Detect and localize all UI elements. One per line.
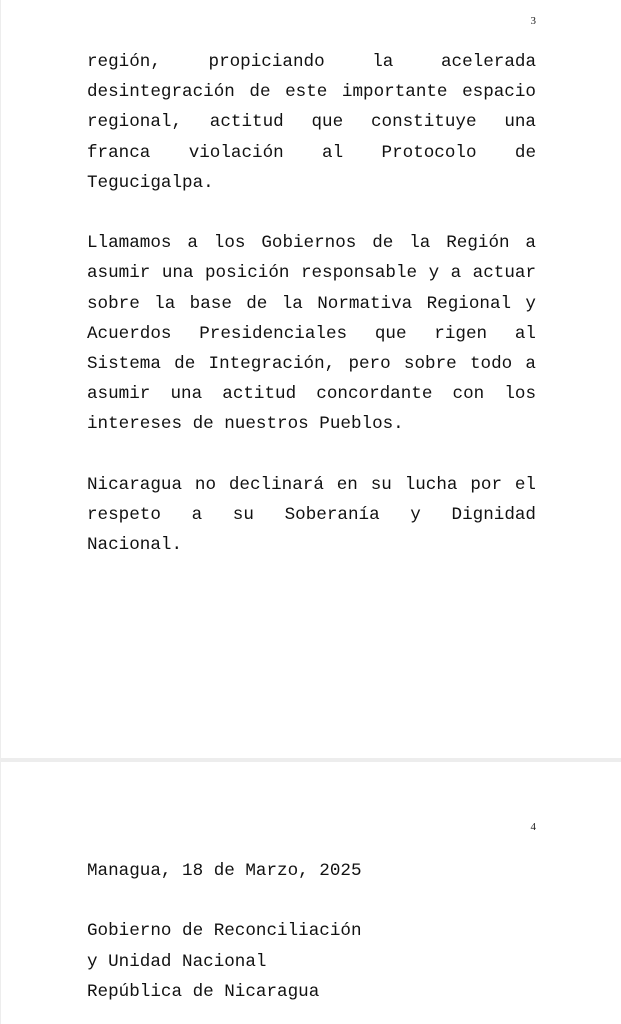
- document-page-4: [1, 762, 621, 1024]
- signature-line-1: Gobierno de Reconciliación: [87, 921, 362, 942]
- signature-line-3: República de Nicaragua: [87, 981, 320, 1002]
- document-page-3: [1, 0, 621, 758]
- date-line: Managua, 18 de Marzo, 2025: [87, 861, 362, 881]
- page-number: 4: [530, 821, 536, 833]
- page-body: [87, 47, 536, 591]
- page-body: [87, 856, 536, 1007]
- signature-line-2: y Unidad Nacional: [87, 951, 267, 972]
- paragraph-call-to-governments: Llamamos a los Gobiernos de la Región a asumir una posición responsable y a actuar sobre la base de la Normativa Regional y Acuerdos Presidenciales que rigen al Sistema de Integración, pero sobre todo a asumir una actitud concordante con los intereses de nuestros Pueblos.: [87, 233, 536, 435]
- page-number: 3: [530, 15, 536, 27]
- paragraph-sovereignty: Nicaragua no declinará en su lucha por el respeto a su Soberanía y Dignidad Nacional.: [87, 474, 536, 556]
- spacer: [87, 886, 536, 916]
- paragraph-protocol-violation: región, propiciando la acelerada desintegración de este importante espacio regional, actitud que constituye una franca violación al Protocolo de Tegucigalpa.: [87, 52, 536, 193]
